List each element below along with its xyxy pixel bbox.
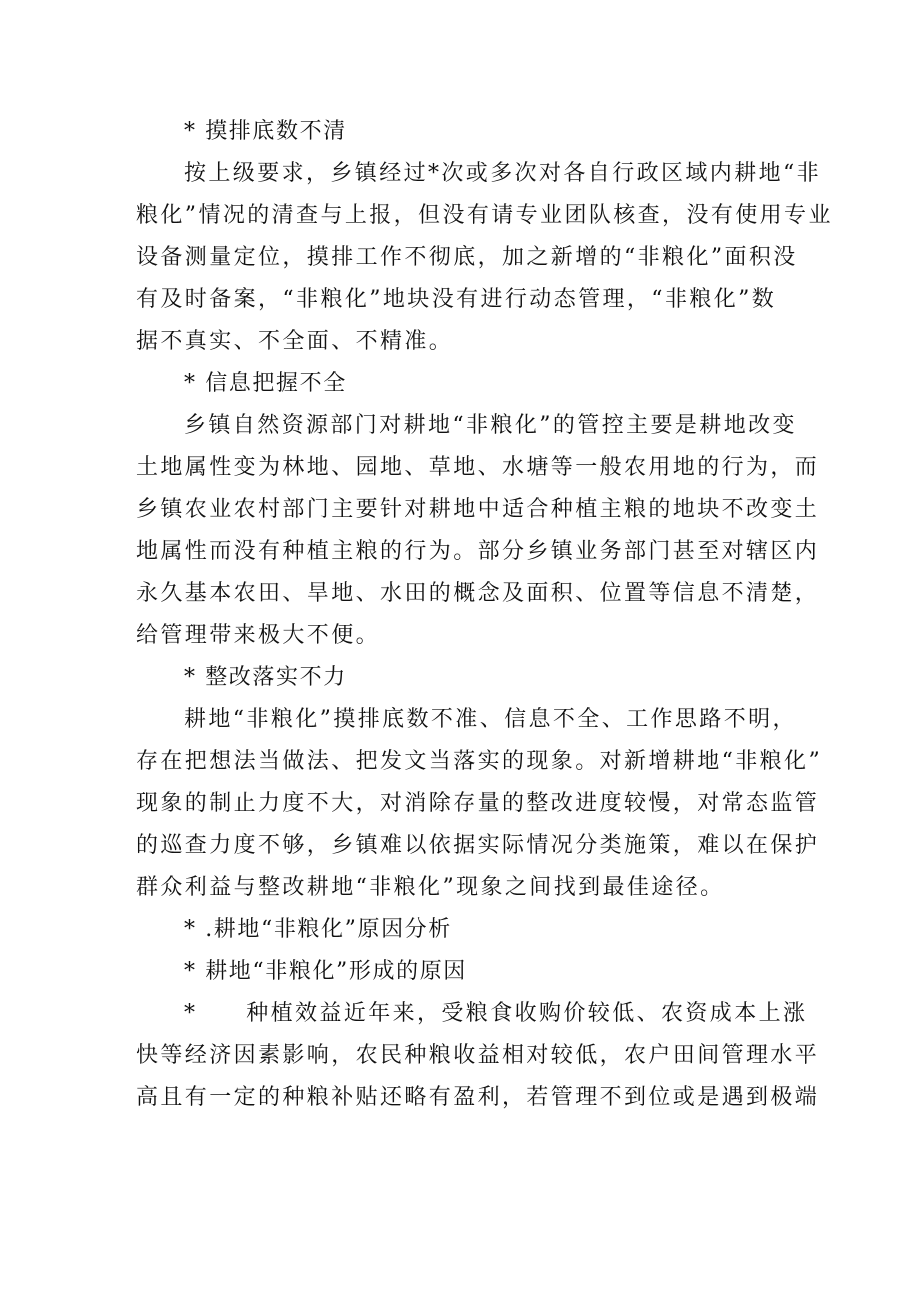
paragraph-line: 给管理带来极大不便。 bbox=[136, 623, 381, 648]
section-heading: * 整改落实不力 bbox=[184, 665, 347, 690]
section-heading: * 信息把握不全 bbox=[184, 371, 347, 396]
paragraph-line: 快等经济因素影响，农民种粮收益相对较低，农户田间管理水平 bbox=[136, 1043, 820, 1068]
paragraph-line: 高且有一定的种粮补贴还略有盈利，若管理不到位或是遇到极端 bbox=[136, 1085, 820, 1110]
paragraph-line: 按上级要求，乡镇经过*次或多次对各自行政区域内耕地“非 bbox=[184, 161, 822, 186]
paragraph-line: 群众利益与整改耕地“非粮化”现象之间找到最佳途径。 bbox=[136, 875, 725, 900]
paragraph-line: 设备测量定位，摸排工作不彻底，加之新增的“非粮化”面积没 bbox=[136, 245, 798, 270]
paragraph-line: 永久基本农田、旱地、水田的概念及面积、位置等信息不清楚， bbox=[136, 581, 820, 606]
paragraph-line: * 种植效益近年来，受粮食收购价较低、农资成本上涨 bbox=[184, 1001, 808, 1026]
section-heading: * 摸排底数不清 bbox=[184, 119, 347, 144]
paragraph-line: 存在把想法当做法、把发文当落实的现象。对新增耕地“非粮化” bbox=[136, 749, 823, 774]
paragraph-line: 地属性而没有种植主粮的行为。部分乡镇业务部门甚至对辖区内 bbox=[136, 539, 820, 564]
paragraph-line: 土地属性变为林地、园地、草地、水塘等一般农用地的行为，而 bbox=[136, 455, 820, 480]
paragraph-line: 据不真实、不全面、不精准。 bbox=[136, 329, 454, 354]
paragraph-line: 耕地“非粮化”摸排底数不准、信息不全、工作思路不明， bbox=[184, 707, 797, 732]
paragraph-line: 乡镇农业农村部门主要针对耕地中适合种植主粮的地块不改变土 bbox=[136, 497, 820, 522]
section-heading: * .耕地“非粮化”原因分析 bbox=[184, 917, 452, 942]
paragraph-line: 粮化”情况的清查与上报，但没有请专业团队核查，没有使用专业 bbox=[136, 203, 833, 228]
paragraph-line: 乡镇自然资源部门对耕地“非粮化”的管控主要是耕地改变 bbox=[184, 413, 797, 438]
section-heading: * 耕地“非粮化”形成的原因 bbox=[184, 959, 467, 984]
paragraph-line: 现象的制止力度不大，对消除存量的整改进度较慢，对常态监管 bbox=[136, 791, 820, 816]
paragraph-line: 的巡查力度不够，乡镇难以依据实际情况分类施策，难以在保护 bbox=[136, 833, 820, 858]
paragraph-line: 有及时备案，“非粮化”地块没有进行动态管理，“非粮化”数 bbox=[136, 287, 777, 312]
